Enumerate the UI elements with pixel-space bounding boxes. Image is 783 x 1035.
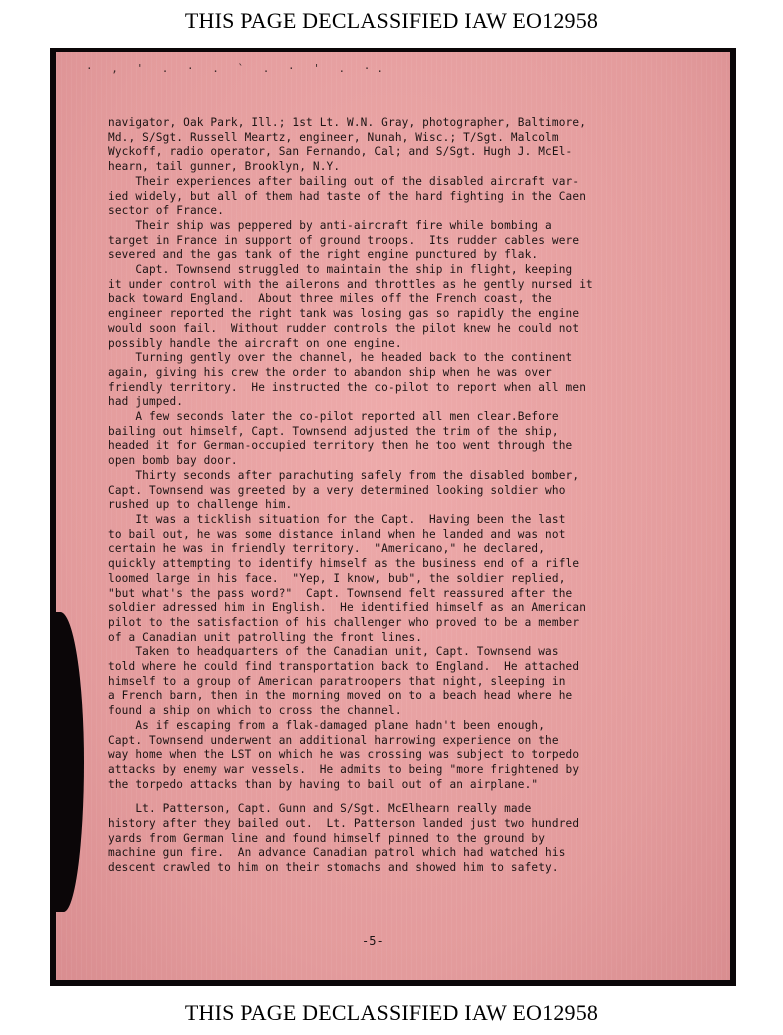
text-line: to bail out, he was some distance inland when he landed and was not — [108, 527, 566, 541]
declassified-banner-top: THIS PAGE DECLASSIFIED IAW EO12958 — [184, 8, 599, 33]
text-line: ied widely, but all of them had taste of the hard fighting in the Caen — [108, 189, 587, 203]
text-line: headed it for German-occupied territory then he too went through the — [108, 439, 573, 453]
declassified-banner-bottom: THIS PAGE DECLASSIFIED IAW EO12958 — [184, 1000, 599, 1025]
text-line: Taken to headquarters of the Canadian unit, Capt. Townsend was — [108, 645, 559, 659]
text-line: Their experiences after bailing out of the disabled aircraft var- — [108, 174, 580, 188]
text-line: himself to a group of American paratroopers that night, sleeping in — [108, 674, 566, 688]
text-line: found a ship on which to cross the channel. — [108, 704, 402, 718]
text-line: Thirty seconds after parachuting safely from the disabled bomber, — [108, 468, 580, 482]
paragraph-gap — [108, 792, 748, 802]
text-line: severed and the gas tank of the right engine punctured by flak. — [108, 248, 539, 262]
text-line: told where he could find transportation back to England. He attached — [108, 660, 580, 674]
text-line: hearn, tail gunner, Brooklyn, N.Y. — [108, 160, 341, 174]
text-line: Wyckoff, radio operator, San Fernando, Cal; and S/Sgt. Hugh J. McEl- — [108, 145, 573, 159]
text-line: the torpedo attacks than by having to bail out of an airplane." — [108, 777, 539, 791]
text-line: "but what's the pass word?" Capt. Townsend felt reassured after the — [108, 586, 573, 600]
text-line: Their ship was peppered by anti-aircraft fire while bombing a — [108, 218, 552, 232]
text-line: Capt. Townsend was greeted by a very determined looking soldier who — [108, 483, 566, 497]
text-line: It was a ticklish situation for the Capt. Having been the last — [108, 512, 566, 526]
text-line: possibly handle the aircraft on one engine. — [108, 336, 402, 350]
text-line: sector of France. — [108, 204, 225, 218]
text-line: engineer reported the right tank was losing gas so rapidly the engine — [108, 307, 580, 321]
text-line: navigator, Oak Park, Ill.; 1st Lt. W.N. Gray, photographer, Baltimore, — [108, 116, 587, 129]
text-line: A few seconds later the co-pilot reported all men clear.Before — [108, 410, 559, 424]
text-line: yards from German line and found himself pinned to the ground by — [108, 831, 546, 845]
text-line: attacks by enemy war vessels. He admits to being "more frightened by — [108, 762, 580, 776]
text-line: again, giving his crew the order to abandon ship when he was over — [108, 365, 552, 379]
text-line: way home when the LST on which he was crossing was subject to torpedo — [108, 748, 580, 762]
scanned-page-frame — [50, 48, 736, 986]
text-line: bailing out himself, Capt. Townsend adjusted the trim of the ship, — [108, 424, 559, 438]
text-line: Capt. Townsend struggled to maintain the ship in flight, keeping — [108, 263, 573, 277]
text-line: quickly attempting to identify himself as the business end of a rifle — [108, 557, 580, 571]
document-body — [108, 116, 748, 876]
text-line: descent crawled to him on their stomachs and showed him to safety. — [108, 861, 559, 875]
text-line: pilot to the satisfaction of his challenger who proved to be a member — [108, 615, 580, 629]
text-line: Lt. Patterson, Capt. Gunn and S/Sgt. McElhearn really made — [108, 802, 532, 816]
text-line: friendly territory. He instructed the co-pilot to report when all men — [108, 380, 587, 394]
scan-specks: · , ' . · . ` . · ' . ·. — [86, 62, 389, 75]
text-line: had jumped. — [108, 395, 184, 409]
text-line: back toward England. About three miles off the French coast, the — [108, 292, 552, 306]
text-line: Capt. Townsend underwent an additional harrowing experience on the — [108, 733, 559, 747]
text-line: of a Canadian unit patrolling the front lines. — [108, 630, 423, 644]
page-number: -5- — [362, 934, 384, 948]
text-line: certain he was in friendly territory. "Americano," he declared, — [108, 542, 546, 556]
text-line: target in France in support of ground troops. Its rudder cables were — [108, 233, 580, 247]
text-line: Turning gently over the channel, he headed back to the continent — [108, 351, 573, 365]
text-line: As if escaping from a flak-damaged plane hadn't been enough, — [108, 718, 546, 732]
text-line: would soon fail. Without rudder controls the pilot knew he could not — [108, 321, 580, 335]
text-line: history after they bailed out. Lt. Patterson landed just two hundred — [108, 817, 580, 831]
text-line: rushed up to challenge him. — [108, 498, 293, 512]
text-line: Md., S/Sgt. Russell Meartz, engineer, Nunah, Wisc.; T/Sgt. Malcolm — [108, 130, 559, 144]
text-line: it under control with the ailerons and throttles as he gently nursed it — [108, 277, 593, 291]
torn-edge — [50, 612, 84, 912]
typewritten-page — [56, 52, 730, 980]
text-line: machine gun fire. An advance Canadian patrol which had watched his — [108, 846, 566, 860]
text-line: a French barn, then in the morning moved on to a beach head where he — [108, 689, 573, 703]
text-line: loomed large in his face. "Yep, I know, bub", the soldier replied, — [108, 571, 566, 585]
text-line: soldier adressed him in English. He identified himself as an American — [108, 601, 587, 615]
text-line: open bomb bay door. — [108, 454, 238, 468]
